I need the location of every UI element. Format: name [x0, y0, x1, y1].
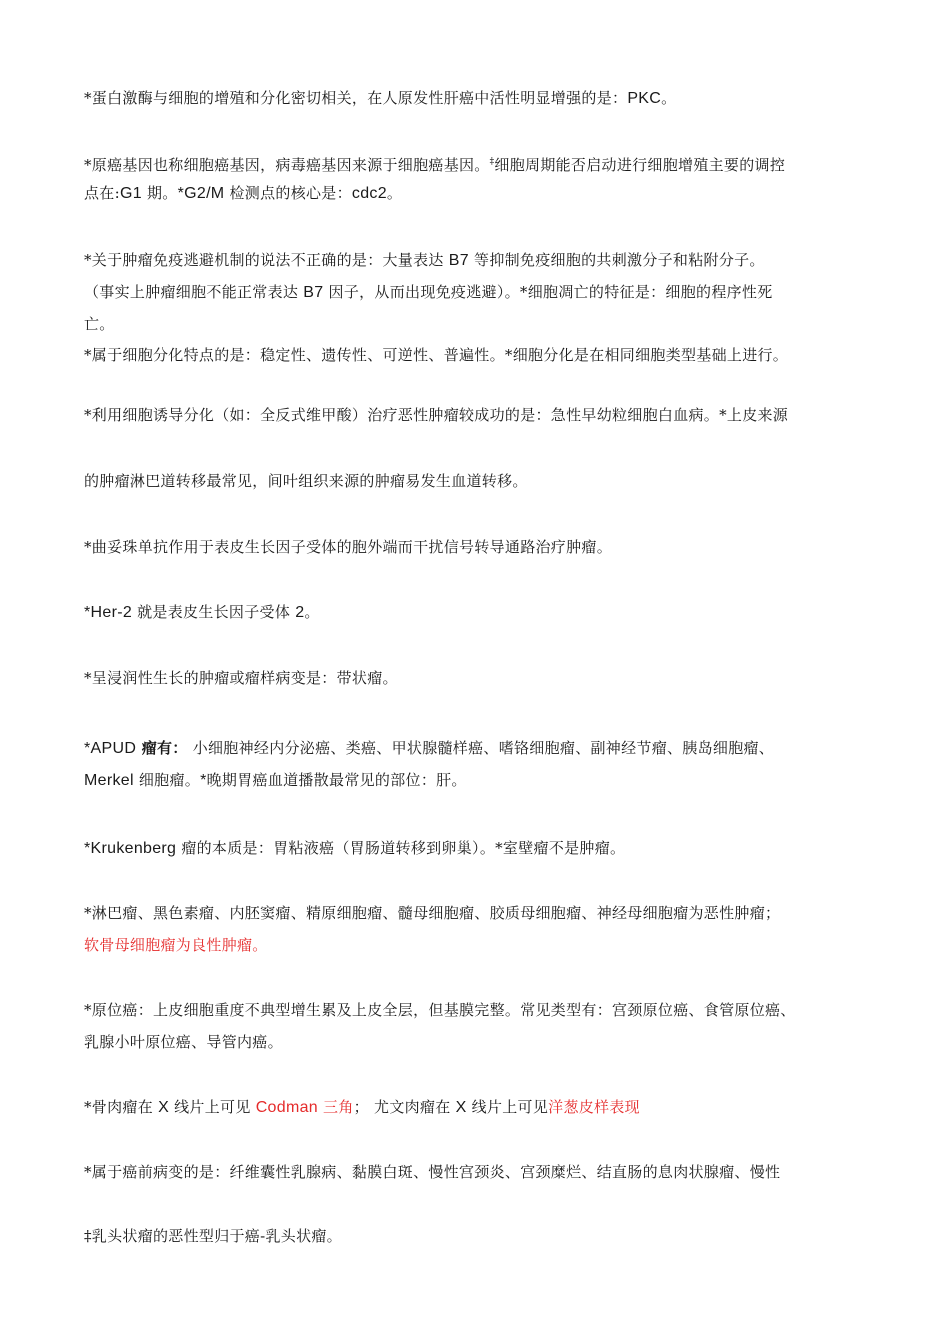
- term-x: X: [455, 1099, 467, 1116]
- paragraph-carcinoma-in-situ-line-1: [84, 1000, 884, 1020]
- text: *蛋白激酶与细胞的增殖和分化密切相关，在人原发性肝癌中活性明显增强的是：: [84, 89, 628, 107]
- term-g1: G1: [119, 185, 142, 202]
- text: 瘤的本质是：胃粘液癌（胃肠道转移到卵巢）。*室壁瘤不是肿瘤。: [176, 839, 626, 857]
- term-g2m: *G2/M: [177, 185, 225, 202]
- text: *骨肉瘤在: [84, 1098, 159, 1116]
- text: 软骨母细胞瘤为良性肿瘤。: [84, 936, 268, 954]
- text: *关于肿瘤免疫逃避机制的说法不正确的是：大量表达: [84, 251, 449, 269]
- term-merkel: Merkel: [84, 772, 134, 789]
- text: *属于癌前病变的是：纤维囊性乳腺病、黏膜白斑、慢性宫颈炎、宫颈糜烂、结直肠的息肉状腺瘤、慢性: [84, 1163, 781, 1181]
- paragraph-xray-signs: [84, 1097, 884, 1118]
- paragraph-immune-escape-line-2: [84, 282, 884, 303]
- term-b7: B7: [303, 284, 324, 301]
- paragraph-precancerous-line-1: [84, 1162, 884, 1182]
- marker: ‡: [489, 157, 495, 167]
- paragraph-trastuzumab: [84, 537, 884, 557]
- paragraph-benign-tumor: [84, 935, 884, 955]
- text: *属于细胞分化特点的是：稳定性、遗传性、可逆性、普遍性。*细胞分化是在相同细胞类型基础上进行。: [84, 346, 789, 364]
- term-x: X: [158, 1099, 170, 1116]
- paragraph-differentiation: [84, 345, 884, 365]
- text: 。: [386, 184, 403, 202]
- paragraph-oncogene-line-2: [84, 183, 884, 204]
- text: （事实上肿瘤细胞不能正常表达: [84, 283, 304, 301]
- text: 三角: [317, 1098, 354, 1116]
- paragraph-apud-line-1: [84, 738, 884, 759]
- paragraph-malignant-tumors: [84, 903, 884, 923]
- paragraph-induced-differentiation-line-1: [84, 405, 884, 425]
- paragraph-induced-differentiation-line-2: [84, 471, 884, 491]
- text: 细胞周期能否启动进行细胞增殖主要的调控: [494, 156, 786, 174]
- text: 乳腺小叶原位癌、导管内癌。: [84, 1033, 283, 1051]
- term-codman: Codman: [255, 1099, 318, 1116]
- text: 瘤有：: [136, 739, 188, 757]
- text: 小细胞神经内分泌癌、类癌、甲状腺髓样癌、嗜铬细胞瘤、副神经节瘤、胰岛细胞瘤、: [187, 739, 775, 757]
- paragraph-pkc: [84, 88, 884, 109]
- text: ； 尤文肉瘤在: [353, 1098, 456, 1116]
- term-pkc: PKC: [627, 90, 662, 107]
- paragraph-apud-line-2: [84, 770, 884, 791]
- text: 检测点的核心是：: [224, 184, 352, 202]
- text: 线片上可见: [466, 1098, 549, 1116]
- text: 。: [661, 89, 677, 107]
- text: 点在:: [84, 184, 120, 202]
- text: *曲妥珠单抗作用于表皮生长因子受体的胞外端而干扰信号转导通路治疗肿瘤。: [84, 538, 613, 556]
- term-her2: *Her-2: [84, 604, 133, 621]
- text: ‡乳头状瘤的恶性型归于癌-乳头状瘤。: [84, 1227, 342, 1245]
- text: *呈浸润性生长的肿瘤或瘤样病变是：带状瘤。: [84, 669, 398, 687]
- paragraph-her2: [84, 602, 884, 623]
- text: 洋葱皮样表现: [548, 1098, 640, 1116]
- text: 等抑制免疫细胞的共刺激分子和粘附分子。: [468, 251, 765, 269]
- paragraph-immune-escape-line-3: [84, 314, 884, 334]
- term-cdc2: cdc2: [351, 185, 387, 202]
- text: 。: [304, 603, 320, 621]
- paragraph-precancerous-line-2: [84, 1226, 884, 1246]
- paragraph-carcinoma-in-situ-line-2: [84, 1032, 884, 1052]
- text: 亡。: [84, 315, 115, 333]
- term-apud: *APUD: [84, 740, 137, 757]
- term-2: 2: [295, 604, 305, 621]
- text: *原位癌：上皮细胞重度不典型增生累及上皮全层，但基膜完整。常见类型有：宫颈原位癌、食管原位癌、: [84, 1001, 796, 1019]
- text: *原癌基因也称细胞癌基因，病毒癌基因来源于细胞癌基因。: [84, 156, 490, 174]
- text: 因子，从而出现免疫逃避）。*细胞凋亡的特征是：细胞的程序性死: [323, 283, 773, 301]
- marker: *: [200, 772, 207, 789]
- text: 期。: [141, 184, 178, 202]
- text: 就是表皮生长因子受体: [132, 603, 296, 621]
- term-krukenberg: *Krukenberg: [84, 840, 177, 857]
- paragraph-infiltrative: [84, 668, 884, 688]
- paragraph-oncogene-line-1: [84, 152, 884, 175]
- term-b7: B7: [448, 252, 469, 269]
- text: 的肿瘤淋巴道转移最常见，间叶组织来源的肿瘤易发生血道转移。: [84, 472, 528, 490]
- paragraph-immune-escape-line-1: [84, 250, 884, 271]
- text: 线片上可见: [169, 1098, 256, 1116]
- text: *利用细胞诱导分化（如：全反式维甲酸）治疗恶性肿瘤较成功的是：急性早幼粒细胞白血病。*上皮来源: [84, 406, 789, 424]
- text: *淋巴瘤、黑色素瘤、内胚窦瘤、精原细胞瘤、髓母细胞瘤、胶质母细胞瘤、神经母细胞瘤为恶性肿瘤；: [84, 904, 781, 922]
- paragraph-krukenberg: [84, 838, 884, 859]
- text: 细胞瘤。: [133, 771, 201, 789]
- text: 晚期胃癌血道播散最常见的部位：肝。: [206, 771, 467, 789]
